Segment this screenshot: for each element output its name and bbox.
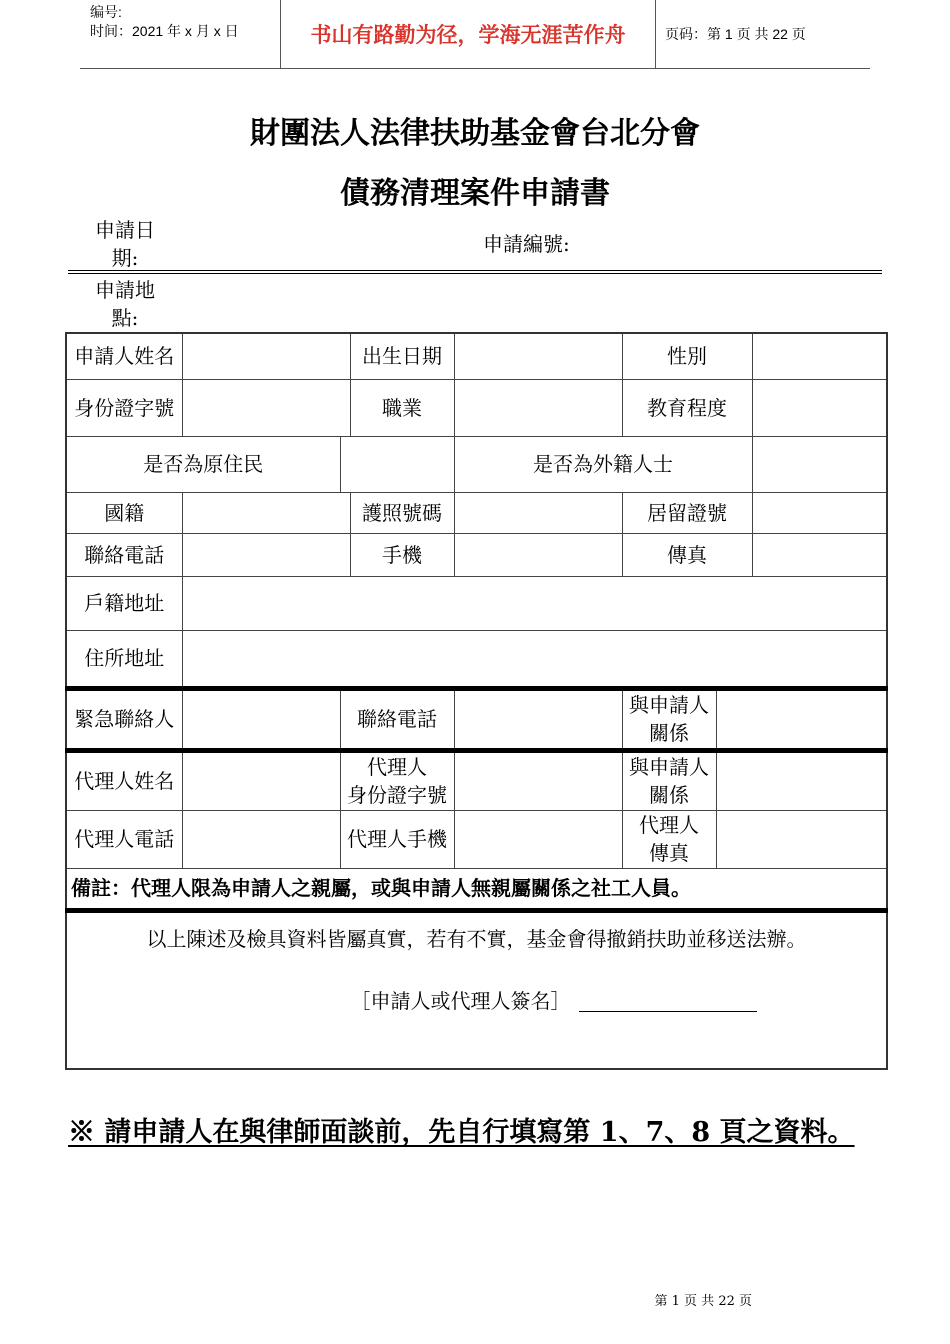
indigenous-field[interactable] — [340, 436, 454, 492]
household-address-label: 戶籍地址 — [66, 576, 182, 630]
occupation-field[interactable] — [454, 379, 622, 436]
emergency-relation-line1: 與申請人 — [629, 693, 709, 717]
header-motto: 书山有路勤为径，学海无涯苦作舟 — [280, 0, 656, 68]
agent-name-label: 代理人姓名 — [66, 750, 182, 810]
agent-fax-label — [622, 810, 716, 868]
emergency-relation-line2: 關係 — [649, 721, 689, 745]
nationality-field[interactable] — [182, 492, 350, 533]
agent-fax-line1: 代理人 — [639, 813, 699, 837]
agent-mobile-field[interactable] — [454, 810, 622, 868]
agent-id-label — [340, 750, 454, 810]
residential-address-field[interactable] — [182, 630, 887, 688]
application-form — [65, 332, 888, 1070]
gender-field[interactable] — [752, 333, 887, 379]
meta-divider — [68, 270, 882, 271]
header-page-info: 页码：第 1 页 共 22 页 — [665, 26, 806, 42]
apply-place-label — [90, 276, 160, 332]
gender-label: 性別 — [622, 333, 752, 379]
agent-phone-label: 代理人電話 — [66, 810, 182, 868]
agent-relation-line1: 與申請人 — [629, 755, 709, 779]
birth-date-label: 出生日期 — [350, 333, 454, 379]
apply-place-line2: 點: — [111, 306, 139, 330]
page-footer: 第 1 页 共 22 页 — [654, 1294, 752, 1309]
agent-relation-line2: 關係 — [649, 783, 689, 807]
mobile-label: 手機 — [350, 533, 454, 576]
phone-field[interactable] — [182, 533, 350, 576]
mobile-field[interactable] — [454, 533, 622, 576]
occupation-label: 職業 — [350, 379, 454, 436]
apply-date-line2: 期: — [111, 246, 139, 270]
apply-date-label — [90, 216, 160, 272]
signature-line[interactable] — [579, 989, 757, 1012]
applicant-name-field[interactable] — [182, 333, 350, 379]
passport-label: 護照號碼 — [350, 492, 454, 533]
apply-date-line1: 申請日 — [95, 218, 155, 242]
page-header — [80, 0, 870, 69]
agent-relation-label — [622, 750, 716, 810]
bottom-instruction: ※ 請申請人在與律師面談前，先自行填寫第 1、7、8 頁之資料。 — [68, 1117, 855, 1148]
household-address-field[interactable] — [182, 576, 887, 630]
signature-row — [69, 987, 884, 1015]
agent-id-field[interactable] — [454, 750, 622, 810]
education-label: 教育程度 — [622, 379, 752, 436]
apply-place-line1: 申請地 — [95, 278, 155, 302]
fax-label: 傳真 — [622, 533, 752, 576]
document-subtitle: 債務清理案件申請書 — [340, 176, 610, 211]
header-meta — [80, 0, 290, 71]
emergency-contact-label: 緊急聯絡人 — [66, 688, 182, 750]
agent-phone-field[interactable] — [182, 810, 340, 868]
agent-fax-field[interactable] — [716, 810, 887, 868]
emergency-phone-label: 聯絡電話 — [340, 688, 454, 750]
agent-id-line1: 代理人 — [367, 755, 427, 779]
birth-date-field[interactable] — [454, 333, 622, 379]
nationality-label: 國籍 — [66, 492, 182, 533]
residence-permit-label: 居留證號 — [622, 492, 752, 533]
agent-id-line2: 身份證字號 — [347, 783, 447, 807]
remark-text: 備註：代理人限為申請人之親屬，或與申請人無親屬關係之社工人員。 — [66, 868, 887, 910]
applicant-name-label: 申請人姓名 — [66, 333, 182, 379]
id-number-label: 身份證字號 — [66, 379, 182, 436]
emergency-relation-field[interactable] — [716, 688, 887, 750]
phone-label: 聯絡電話 — [66, 533, 182, 576]
emergency-contact-field[interactable] — [182, 688, 340, 750]
declaration-cell — [66, 910, 887, 1069]
agent-fax-line2: 傳真 — [649, 841, 689, 865]
number-label: 编号: — [90, 4, 122, 20]
indigenous-label: 是否為原住民 — [66, 436, 340, 492]
foreigner-field[interactable] — [752, 436, 887, 492]
agent-name-field[interactable] — [182, 750, 340, 810]
declaration-text: 以上陳述及檢具資料皆屬真實，若有不實，基金會得撤銷扶助並移送法辦。 — [146, 926, 807, 951]
residence-permit-field[interactable] — [752, 492, 887, 533]
fax-field[interactable] — [752, 533, 887, 576]
education-field[interactable] — [752, 379, 887, 436]
meta-divider-2 — [68, 273, 882, 274]
foreigner-label: 是否為外籍人士 — [454, 436, 752, 492]
time-label: 时间：2021 年 x 月 x 日 — [90, 23, 239, 39]
agent-relation-field[interactable] — [716, 750, 887, 810]
agent-mobile-label: 代理人手機 — [340, 810, 454, 868]
emergency-relation-label — [622, 688, 716, 750]
signature-label: ［申請人或代理人簽名］ — [350, 988, 571, 1013]
emergency-phone-field[interactable] — [454, 688, 622, 750]
document-title: 財團法人法律扶助基金會台北分會 — [250, 116, 700, 151]
residential-address-label: 住所地址 — [66, 630, 182, 688]
id-number-field[interactable] — [182, 379, 350, 436]
passport-field[interactable] — [454, 492, 622, 533]
apply-number-label: 申請編號: — [483, 232, 570, 256]
